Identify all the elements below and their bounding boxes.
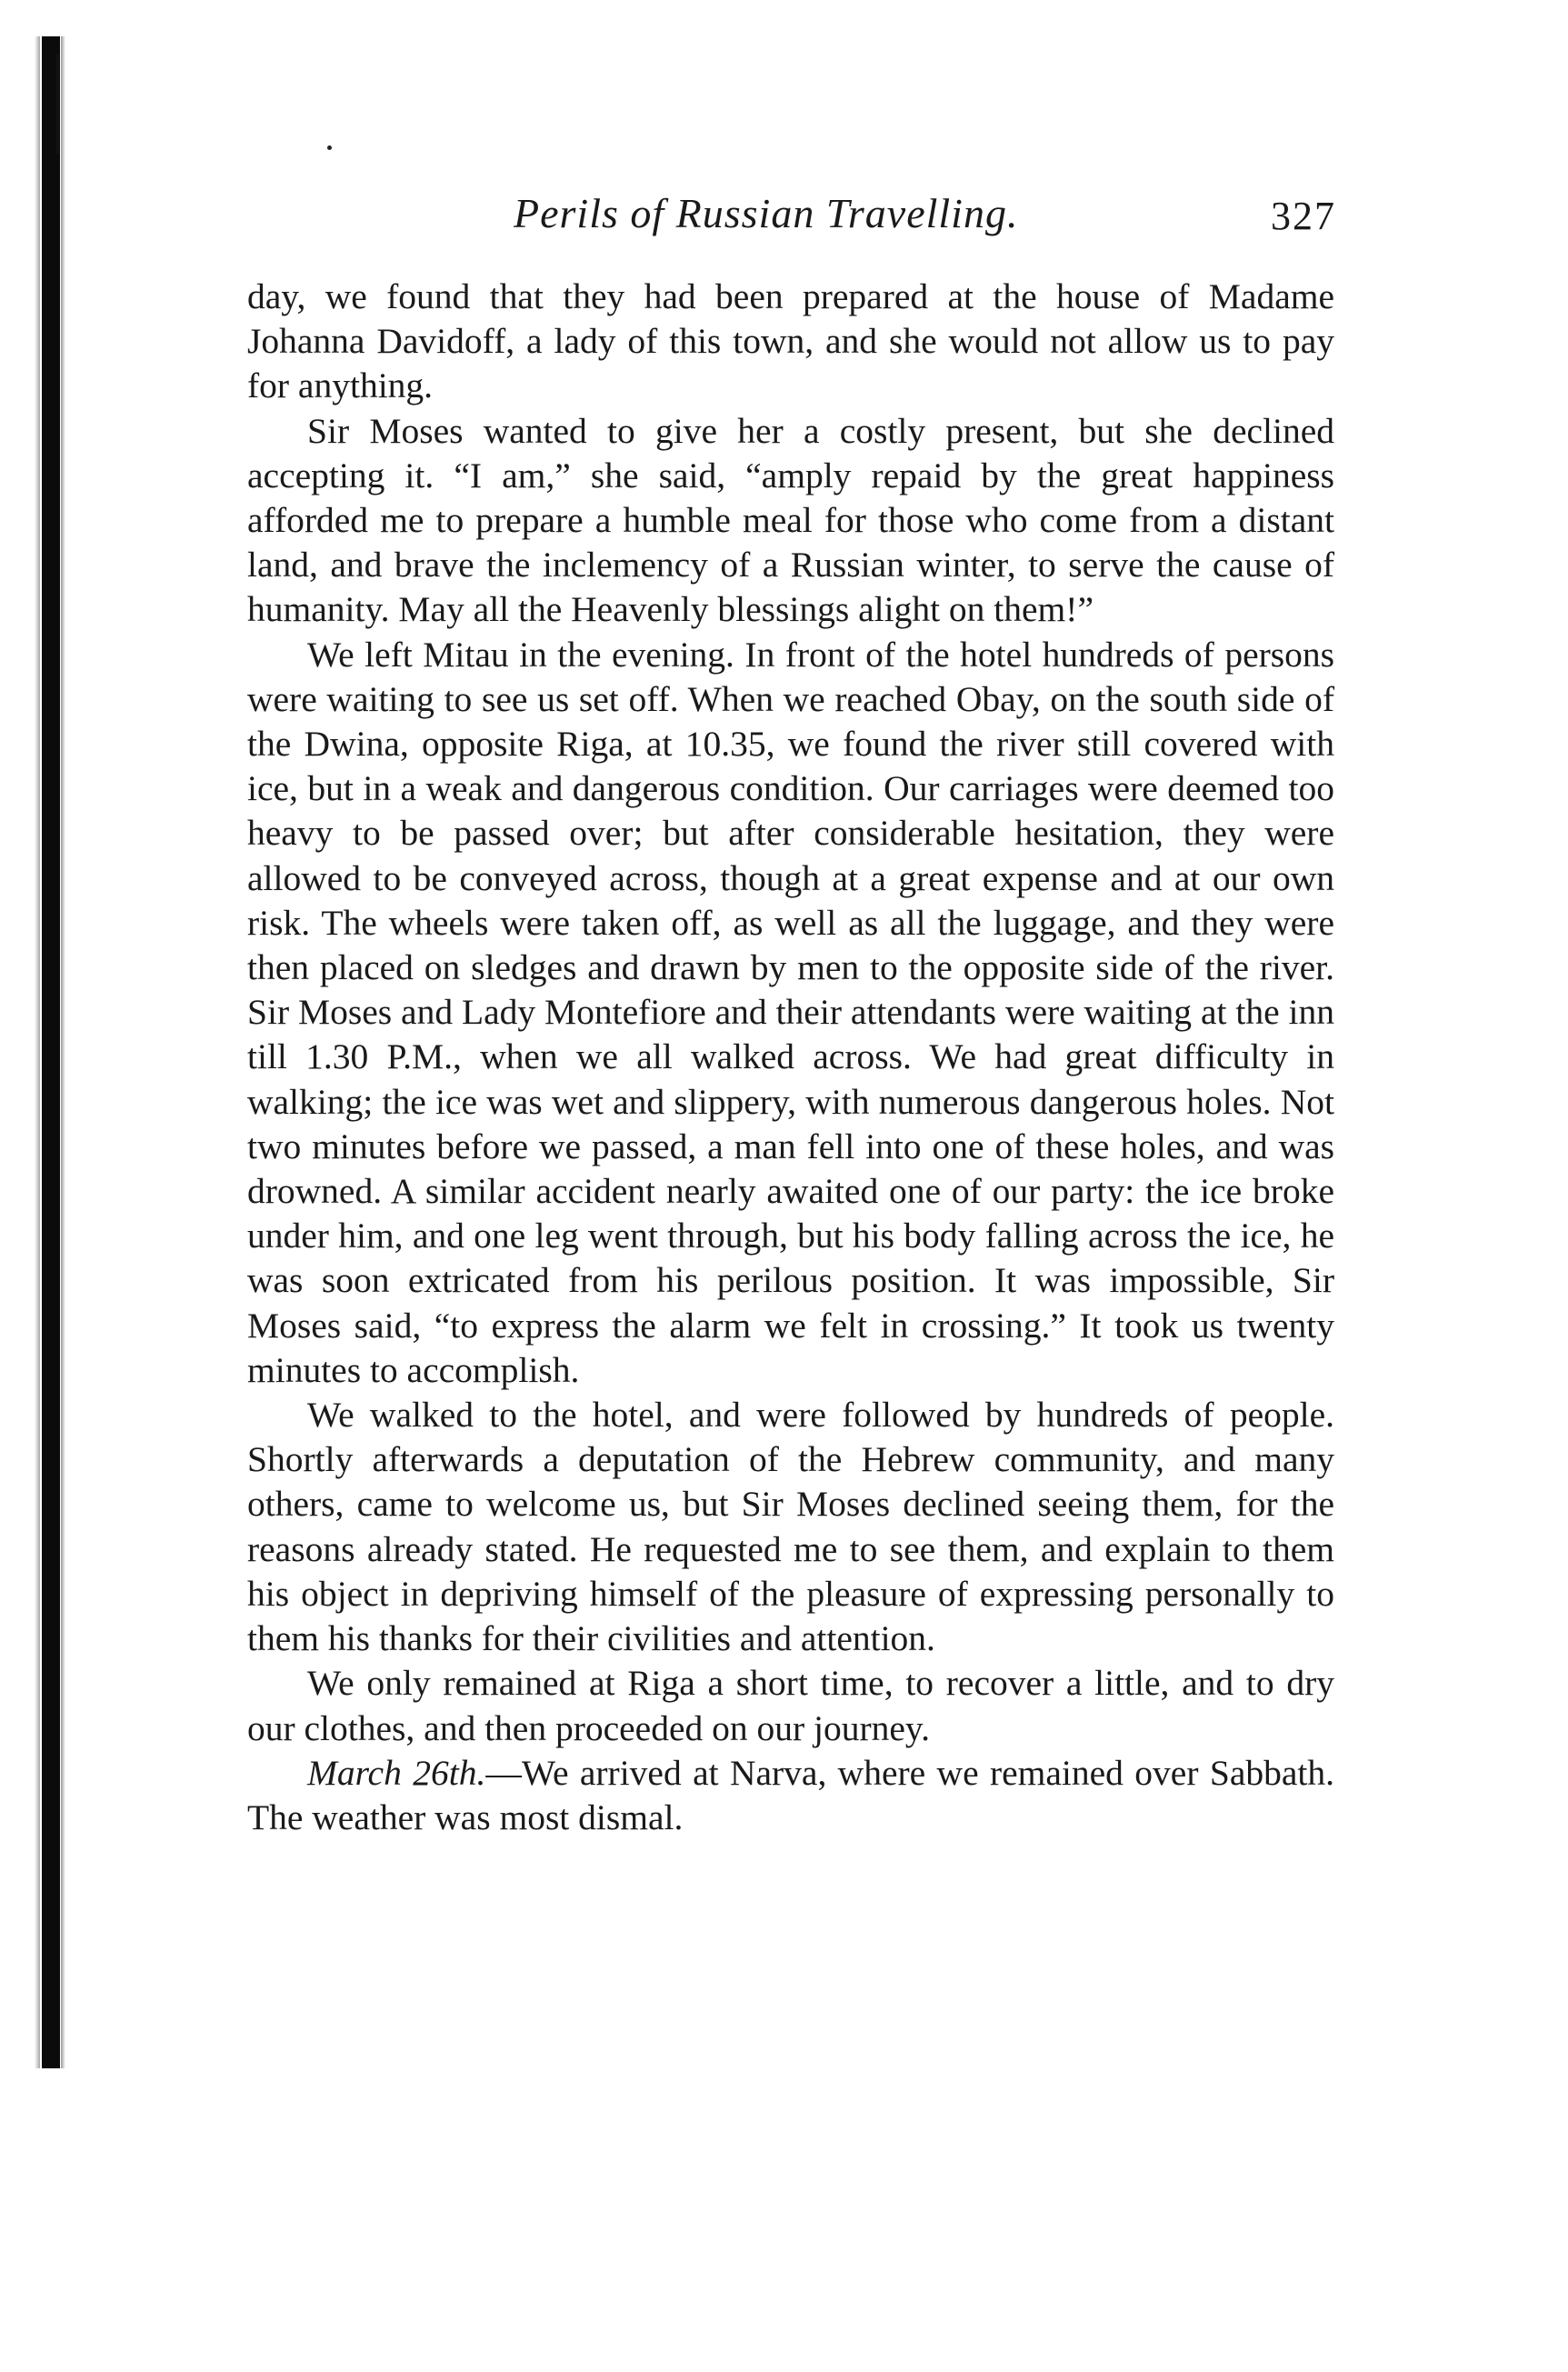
running-title: Perils of Russian Travelling. bbox=[514, 190, 1019, 236]
body-text bbox=[247, 275, 1334, 1840]
page-header bbox=[245, 189, 1336, 253]
paragraph-present: Sir Moses wanted to give her a costly present, but she declined accepting it. “I am,” she said, “amply repaid by the great happiness afforded me to prepare a humble meal for those who come from a distant land, and brave the inclemency of a Russian winter, to serve the cause of humanity. May all the Heavenly blessings alight on them!” bbox=[247, 410, 1334, 630]
paragraph-continued: day, we found that they had been prepared at the house of Madame Johanna Davidoff, a lady of this town, and she would not allow us to pay for anything. bbox=[247, 276, 1334, 406]
page-number: 327 bbox=[1271, 194, 1336, 238]
date-heading: March 26th. bbox=[307, 1752, 486, 1793]
narva-text: —We arrived at Narva, where we remained over Sabbath. The weather was most dismal. bbox=[247, 1752, 1334, 1837]
paragraph-hotel: We walked to the hotel, and were followed by hundreds of people. Shortly afterwards a deputation of the Hebrew community, and many others, came to welcome us, but Sir Moses declined seeing them, for the reasons already stated. He requested me to see them, and explain to them his object in depriving himself of the pleasure of expressing personally to them his thanks for their civilities and attention. bbox=[247, 1395, 1334, 1659]
paragraph-riga: We only remained at Riga a short time, to recover a little, and to dry our clothes, and then proceeded on our journey. bbox=[247, 1663, 1334, 1748]
binding-mark bbox=[56, 55, 59, 155]
paragraph-narva bbox=[247, 1751, 1334, 1840]
paragraph-crossing: We left Mitau in the evening. In front of the hotel hundreds of persons were waiting to see us set off. When we reached Obay, on the south side of the Dwina, opposite Riga, at 10.35, we found the river still covered with ice, but in a weak and dangerous condition. Our carriages were deemed too heavy to be passed over; but after considerable hesitation, they were allowed to be conveyed across, though at a great expense and at our own risk. The wheels were taken off, as well as all the luggage, and they were then placed on sledges and drawn by men to the opposite side of the river. Sir Moses and Lady Montefiore and their attendants were waiting at the inn till 1.30 P.M., when we all walked across. We had great difficulty in walking; the ice was wet and slippery, with numerous dangerous holes. Not two minutes before we passed, a man fell into one of these holes, and was drowned. A similar accident nearly awaited one of our party: the ice broke under him, and one leg went through, but his body falling across the ice, he was soon extricated from his perilous position. It was impossible, Sir Moses said, “to express the alarm we felt in crossing.” It took us twenty minutes to accomplish. bbox=[247, 634, 1334, 1390]
binding-shadow bbox=[42, 36, 60, 2068]
print-speck bbox=[327, 145, 332, 150]
